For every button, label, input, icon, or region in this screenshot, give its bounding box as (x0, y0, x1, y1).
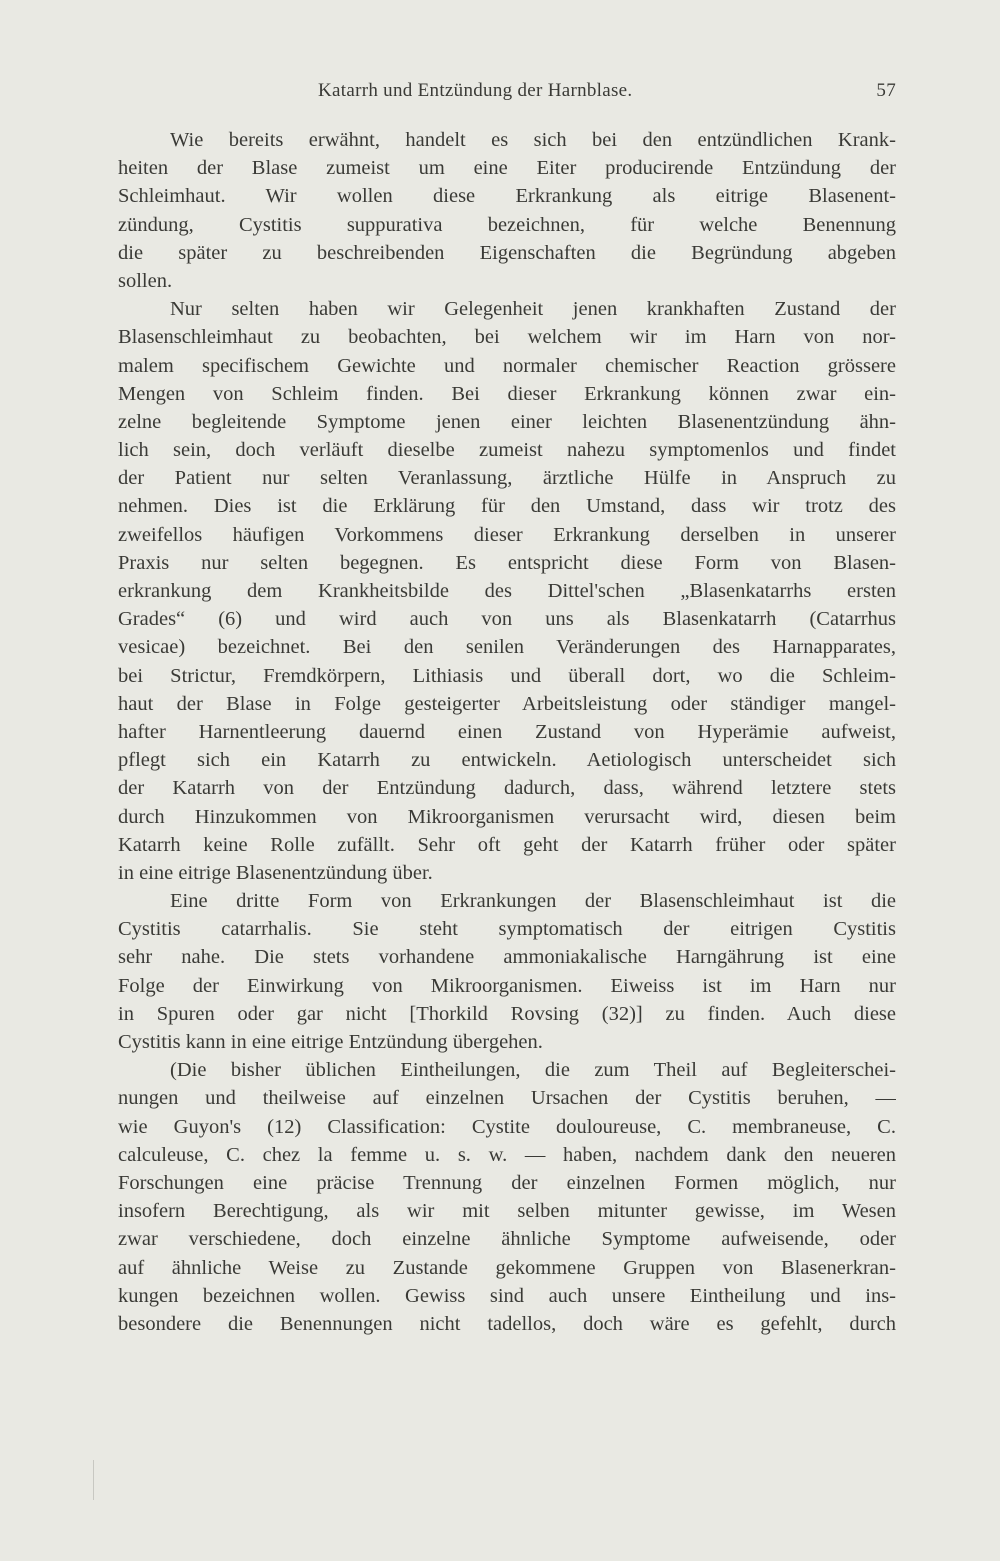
text-line: Eine dritte Form von Erkrankungen der Blasenschleimhaut ist die (170, 890, 896, 913)
text-line: kungen bezeichnen wollen. Gewiss sind auch unsere Eintheilung und ins- (118, 1284, 896, 1307)
text-line: nehmen. Dies ist die Erklärung für den Umstand, dass wir trotz des (118, 495, 896, 518)
text-line: insofern Berechtigung, als wir mit selben mitunter gewisse, im Wesen (118, 1200, 896, 1223)
text-line: Wie bereits erwähnt, handelt es sich bei den entzündlichen Krank- (170, 129, 896, 151)
text-line: vesicae) bezeichnet. Bei den senilen Veränderungen des Harnapparates, (118, 636, 896, 659)
text-line: zündung, Cystitis suppurativa bezeichnen, für welche Benennung (118, 213, 896, 236)
text-line: Cystitis catarrhalis. Sie steht symptomatisch der eitrigen Cystitis (118, 918, 896, 941)
text-line: durch Hinzukommen von Mikroorganismen verursacht wird, diesen beim (118, 805, 896, 828)
running-title: Katarrh und Entzündung der Harnblase. (318, 80, 633, 101)
text-line: zelne begleitende Symptome jenen einer leichten Blasenentzündung ähn- (118, 410, 896, 433)
text-line: wie Guyon's (12) Classification: Cystite douloureuse, C. membraneuse, C. (118, 1115, 896, 1138)
margin-mark (93, 1460, 94, 1500)
text-line: Folge der Einwirkung von Mikroorganismen. Eiweiss ist im Harn nur (118, 974, 896, 997)
text-line: der Katarrh von der Entzündung dadurch, dass, während letztere stets (118, 777, 896, 800)
text-line: bei Strictur, Fremdkörpern, Lithiasis und überall dort, wo die Schleim- (118, 664, 896, 687)
text-line: pflegt sich ein Katarrh zu entwickeln. Aetiologisch unterscheidet sich (118, 749, 896, 772)
text-line: Grades“ (6) und wird auch von uns als Blasenkatarrh (Catarrhus (118, 608, 896, 631)
text-line: Forschungen eine präcise Trennung der einzelnen Formen möglich, nur (118, 1171, 896, 1194)
text-line: heiten der Blase zumeist um eine Eiter producirende Entzündung der (118, 157, 896, 180)
text-line: calculeuse, C. chez la femme u. s. w. — haben, nachdem dank den neueren (118, 1143, 896, 1166)
text-line: in eine eitrige Blasenentzündung über. (118, 861, 433, 884)
text-line: in Spuren oder gar nicht [Thorkild Rovsing (32)] zu finden. Auch diese (118, 1002, 896, 1025)
text-line: Praxis nur selten begegnen. Es entspricht diese Form von Blasen- (118, 551, 896, 574)
text-line: sehr nahe. Die stets vorhandene ammoniakalische Harngährung ist eine (118, 946, 896, 969)
body-text (118, 126, 896, 1338)
page-number: 57 (876, 80, 896, 101)
text-line: auf ähnliche Weise zu Zustande gekommene Gruppen von Blasenerkran- (118, 1256, 896, 1279)
text-line: (Die bisher üblichen Eintheilungen, die zum Theil auf Begleiterschei- (170, 1059, 896, 1082)
text-line: zweifellos häufigen Vorkommens dieser Erkrankung derselben in unserer (118, 523, 896, 546)
text-line: haut der Blase in Folge gesteigerter Arbeitsleistung oder ständiger mangel- (118, 692, 896, 715)
text-line: nungen und theilweise auf einzelnen Ursachen der Cystitis beruhen, — (118, 1087, 896, 1110)
running-head (118, 80, 896, 108)
text-line: Nur selten haben wir Gelegenheit jenen krankhaften Zustand der (170, 298, 896, 321)
text-line: hafter Harnentleerung dauernd einen Zustand von Hyperämie aufweist, (118, 720, 896, 743)
text-line: besondere die Benennungen nicht tadellos, doch wäre es gefehlt, durch (118, 1312, 896, 1335)
text-line: Cystitis kann in eine eitrige Entzündung übergehen. (118, 1031, 543, 1053)
text-line: erkrankung dem Krankheitsbilde des Dittel'schen „Blasenkatarrhs ersten (118, 580, 896, 602)
text-line: Schleimhaut. Wir wollen diese Erkrankung als eitrige Blasenent- (118, 185, 896, 208)
text-line: die später zu beschreibenden Eigenschaften die Begründung abgeben (118, 241, 896, 264)
text-line: Katarrh keine Rolle zufällt. Sehr oft geht der Katarrh früher oder später (118, 833, 896, 856)
text-line: Mengen von Schleim finden. Bei dieser Erkrankung können zwar ein- (118, 382, 896, 405)
text-line: sollen. (118, 269, 173, 292)
text-line: zwar verschiedene, doch einzelne ähnliche Symptome aufweisende, oder (118, 1228, 896, 1251)
text-line: der Patient nur selten Veranlassung, ärztliche Hülfe in Anspruch zu (118, 467, 896, 490)
text-line: lich sein, doch verläuft dieselbe zumeist nahezu symptomenlos und findet (118, 439, 896, 462)
text-line: malem specifischem Gewichte und normaler chemischer Reaction grössere (118, 354, 896, 377)
text-line: Blasenschleimhaut zu beobachten, bei welchem wir im Harn von nor- (118, 326, 896, 349)
